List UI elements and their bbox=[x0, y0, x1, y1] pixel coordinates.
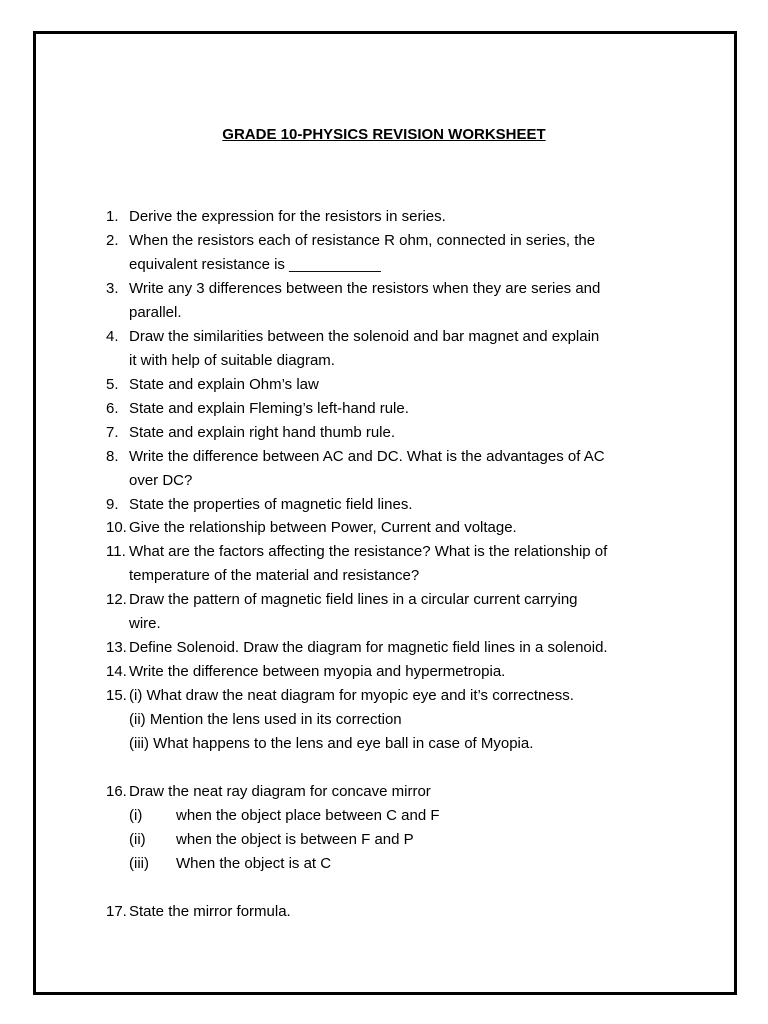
question-text: State the mirror formula. bbox=[129, 903, 291, 920]
question-number: 2. bbox=[106, 232, 119, 249]
question-text: Define Solenoid. Draw the diagram for magnetic field lines in a solenoid. bbox=[129, 639, 608, 656]
sub-question-text: When the object is at C bbox=[176, 855, 332, 872]
question-text: (iii) What happens to the lens and eye ball in case of Myopia. bbox=[129, 735, 534, 752]
question-text: State the properties of magnetic field lines. bbox=[129, 496, 413, 513]
question-number: 5. bbox=[106, 376, 119, 393]
question-text: temperature of the material and resistance? bbox=[129, 567, 420, 584]
question-text: State and explain Ohm’s law bbox=[129, 376, 319, 393]
question-number: 16. bbox=[106, 783, 127, 800]
question-text: it with help of suitable diagram. bbox=[129, 352, 335, 369]
border-underline bbox=[33, 993, 737, 994]
question-text: Draw the similarities between the solenoid and bar magnet and explain bbox=[129, 328, 600, 345]
question-number: 17. bbox=[106, 903, 127, 920]
sub-question-text: when the object place between C and F bbox=[176, 807, 440, 824]
question-text: Give the relationship between Power, Current and voltage. bbox=[129, 519, 517, 536]
question-number: 11. bbox=[106, 543, 126, 560]
question-text: What are the factors affecting the resistance? What is the relationship of bbox=[129, 543, 608, 560]
question-text: equivalent resistance is ___________ bbox=[129, 256, 381, 273]
question-number: 12. bbox=[106, 591, 127, 608]
question-text: State and explain Fleming’s left-hand rule. bbox=[129, 400, 409, 417]
question-number: 4. bbox=[106, 328, 119, 345]
question-text: Write any 3 differences between the resistors when they are series and bbox=[129, 280, 601, 297]
question-number: 3. bbox=[106, 280, 119, 297]
question-number: 6. bbox=[106, 400, 119, 417]
question-number: 1. bbox=[106, 208, 119, 225]
question-text: wire. bbox=[129, 615, 161, 632]
worksheet-title: GRADE 10-PHYSICS REVISION WORKSHEET bbox=[222, 126, 546, 143]
question-text: Draw the pattern of magnetic field lines in a circular current carrying bbox=[129, 591, 578, 608]
question-text: State and explain right hand thumb rule. bbox=[129, 424, 396, 441]
question-text: (ii) Mention the lens used in its correction bbox=[129, 711, 402, 728]
question-text: Write the difference between AC and DC. What is the advantages of AC bbox=[129, 448, 605, 465]
question-text: When the resistors each of resistance R ohm, connected in series, the bbox=[129, 232, 596, 249]
sub-question-text: when the object is between F and P bbox=[176, 831, 414, 848]
question-text: Draw the neat ray diagram for concave mirror bbox=[129, 783, 431, 800]
question-text: (i) What draw the neat diagram for myopic eye and it’s correctness. bbox=[129, 687, 574, 704]
question-text: (i) bbox=[129, 807, 143, 824]
question-number: 7. bbox=[106, 424, 119, 441]
question-text: (ii) bbox=[129, 831, 146, 848]
question-number: 9. bbox=[106, 496, 119, 513]
question-text: Write the difference between myopia and hypermetropia. bbox=[129, 663, 506, 680]
question-text: over DC? bbox=[129, 472, 193, 489]
question-number: 13. bbox=[106, 639, 127, 656]
question-number: 14. bbox=[106, 663, 127, 680]
question-number: 10. bbox=[106, 519, 127, 536]
question-number: 15. bbox=[106, 687, 127, 704]
question-text: parallel. bbox=[129, 304, 182, 321]
question-text: (iii) bbox=[129, 855, 149, 872]
question-number: 8. bbox=[106, 448, 119, 465]
question-text: Derive the expression for the resistors in series. bbox=[129, 208, 446, 225]
